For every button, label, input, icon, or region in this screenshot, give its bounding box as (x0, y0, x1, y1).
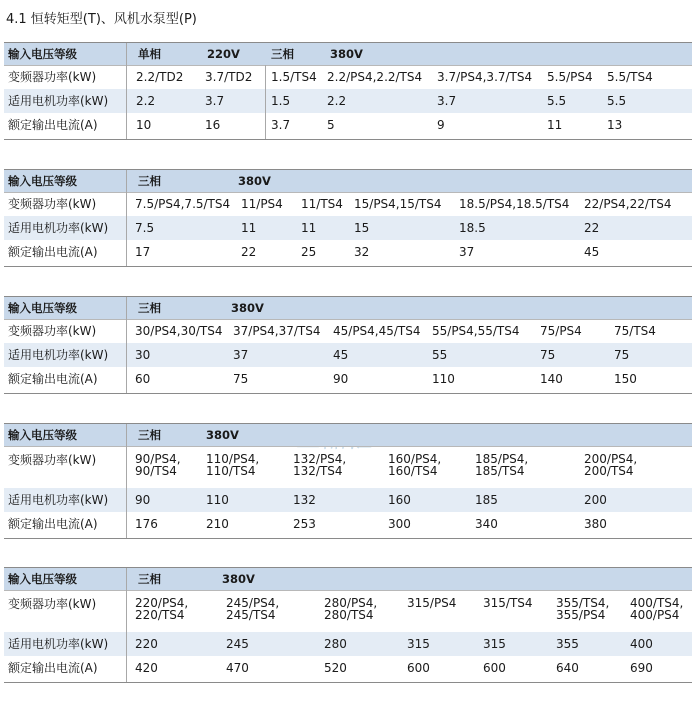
table-cell: 2.2 (136, 94, 156, 108)
table-cell: 5.5/TS4 (607, 70, 653, 84)
table-cell: 315 (483, 637, 506, 651)
row-label: 变频器功率(kW) (8, 324, 97, 338)
current-row (4, 656, 692, 681)
table-cell: 132/PS4, 132/TS4 (293, 452, 347, 478)
table-cell: 160 (388, 493, 411, 507)
table-cell: 280 (324, 637, 347, 651)
table-cell: 55 (432, 348, 448, 362)
phase-label: 三相 (138, 174, 161, 188)
table-cell: 690 (630, 661, 653, 675)
column-divider (126, 170, 127, 266)
phase-label: 三相 (271, 47, 294, 61)
table-cell: 280/PS4, 280/TS4 (324, 596, 378, 622)
table-header-row (4, 43, 692, 65)
table-cell: 30/PS4,30/TS4 (135, 324, 223, 338)
table-cell: 640 (556, 661, 579, 675)
row-label: 变频器功率(kW) (8, 453, 97, 467)
voltage-label: 输入电压等级 (8, 301, 77, 315)
table-cell: 22 (241, 245, 257, 259)
voltage-label: 输入电压等级 (8, 47, 77, 61)
table-cell: 55/PS4,55/TS4 (432, 324, 520, 338)
table-cell: 150 (614, 372, 637, 386)
spec-table-4 (4, 423, 692, 539)
table-cell: 355 (556, 637, 579, 651)
voltage-value: 380V (330, 47, 363, 61)
voltage-label: 输入电压等级 (8, 174, 77, 188)
table-cell: 200/PS4, 200/TS4 (584, 452, 638, 478)
table-cell: 75/PS4 (540, 324, 582, 338)
table-cell: 75 (614, 348, 630, 362)
row-label: 额定输出电流(A) (8, 245, 98, 259)
row-label: 额定输出电流(A) (8, 118, 98, 132)
table-cell: 30 (135, 348, 151, 362)
table-cell: 600 (483, 661, 506, 675)
inverter-power-row (4, 65, 692, 89)
table-cell: 45 (584, 245, 600, 259)
table-header-row (4, 170, 692, 192)
table-cell: 10 (136, 118, 152, 132)
table-cell: 15/PS4,15/TS4 (354, 197, 442, 211)
table-cell: 400/TS4, 400/PS4 (630, 596, 684, 622)
table-cell: 3.7/PS4,3.7/TS4 (437, 70, 533, 84)
table-cell: 300 (388, 517, 411, 531)
table-cell: 90 (135, 493, 151, 507)
row-label: 额定输出电流(A) (8, 517, 98, 531)
table-cell: 7.5/PS4,7.5/TS4 (135, 197, 231, 211)
table-cell: 400 (630, 637, 653, 651)
voltage-value: 220V (207, 47, 240, 61)
table-cell: 1.5 (271, 94, 291, 108)
spec-table-1 (4, 42, 692, 140)
table-cell: 45 (333, 348, 349, 362)
table-cell: 160/PS4, 160/TS4 (388, 452, 442, 478)
table-header-row (4, 568, 692, 590)
table-cell: 2.2/PS4,2.2/TS4 (327, 70, 423, 84)
row-label: 额定输出电流(A) (8, 661, 98, 675)
table-cell: 3.7/TD2 (205, 70, 253, 84)
table-cell: 37/PS4,37/TS4 (233, 324, 321, 338)
spec-table-3 (4, 296, 692, 394)
table-cell: 5.5 (607, 94, 627, 108)
phase-label: 三相 (138, 301, 161, 315)
table-cell: 25 (301, 245, 317, 259)
page-title: 4.1 恒转矩型(T)、风机水泵型(P) (6, 12, 197, 27)
table-cell: 3.7 (437, 94, 457, 108)
row-label: 适用电机功率(kW) (8, 94, 109, 108)
table-cell: 9 (437, 118, 445, 132)
phase-label: 三相 (138, 428, 161, 442)
table-cell: 220 (135, 637, 158, 651)
inverter-power-row (4, 319, 692, 343)
row-label: 适用电机功率(kW) (8, 637, 109, 651)
table-cell: 1.5/TS4 (271, 70, 317, 84)
table-cell: 16 (205, 118, 221, 132)
motor-power-row (4, 488, 692, 512)
motor-power-row (4, 89, 692, 113)
table-cell: 355/TS4, 355/PS4 (556, 596, 610, 622)
table-cell: 37 (233, 348, 249, 362)
current-row (4, 512, 692, 537)
table-cell: 110 (206, 493, 229, 507)
table-cell: 140 (540, 372, 563, 386)
table-cell: 520 (324, 661, 347, 675)
row-label: 变频器功率(kW) (8, 597, 97, 611)
table-cell: 18.5 (459, 221, 486, 235)
voltage-value: 380V (206, 428, 239, 442)
voltage-value: 380V (238, 174, 271, 188)
table-cell: 11 (241, 221, 257, 235)
table-cell: 132 (293, 493, 316, 507)
motor-power-row (4, 343, 692, 367)
table-header-row (4, 424, 692, 446)
table-header-row (4, 297, 692, 319)
table-cell: 45/PS4,45/TS4 (333, 324, 421, 338)
table-cell: 11/PS4 (241, 197, 283, 211)
table-cell: 245 (226, 637, 249, 651)
table-cell: 60 (135, 372, 151, 386)
table-cell: 253 (293, 517, 316, 531)
row-label: 额定输出电流(A) (8, 372, 98, 386)
inverter-power-row (4, 192, 692, 216)
column-divider (126, 568, 127, 682)
table-cell: 315 (407, 637, 430, 651)
table-cell: 18.5/PS4,18.5/TS4 (459, 197, 570, 211)
table-cell: 75 (233, 372, 249, 386)
phase-label: 单相 (138, 47, 161, 61)
voltage-value: 380V (222, 572, 255, 586)
row-label: 适用电机功率(kW) (8, 493, 109, 507)
inverter-power-row (4, 590, 692, 632)
row-label: 适用电机功率(kW) (8, 348, 109, 362)
row-label: 变频器功率(kW) (8, 197, 97, 211)
table-cell: 3.7 (205, 94, 225, 108)
table-cell: 340 (475, 517, 498, 531)
table-cell: 176 (135, 517, 158, 531)
row-label: 变频器功率(kW) (8, 70, 97, 84)
table-cell: 11/TS4 (301, 197, 343, 211)
table-cell: 420 (135, 661, 158, 675)
table-cell: 380 (584, 517, 607, 531)
table-cell: 22/PS4,22/TS4 (584, 197, 672, 211)
table-cell: 2.2/TD2 (136, 70, 184, 84)
voltage-label: 输入电压等级 (8, 428, 77, 442)
table-cell: 90 (333, 372, 349, 386)
table-cell: 220/PS4, 220/TS4 (135, 596, 189, 622)
inverter-power-row (4, 446, 692, 488)
spec-table-5 (4, 567, 692, 683)
table-cell: 15 (354, 221, 370, 235)
table-cell: 200 (584, 493, 607, 507)
current-row (4, 240, 692, 265)
column-divider (265, 65, 266, 139)
current-row (4, 367, 692, 392)
phase-label: 三相 (138, 572, 161, 586)
table-cell: 245/PS4, 245/TS4 (226, 596, 280, 622)
row-label: 适用电机功率(kW) (8, 221, 109, 235)
table-cell: 37 (459, 245, 475, 259)
table-cell: 17 (135, 245, 151, 259)
column-divider (126, 424, 127, 538)
table-cell: 5.5 (547, 94, 567, 108)
table-cell: 11 (547, 118, 563, 132)
voltage-label: 输入电压等级 (8, 572, 77, 586)
table-cell: 470 (226, 661, 249, 675)
motor-power-row (4, 632, 692, 656)
table-cell: 210 (206, 517, 229, 531)
table-cell: 32 (354, 245, 370, 259)
current-row (4, 113, 692, 138)
column-divider (126, 297, 127, 393)
table-cell: 110/PS4, 110/TS4 (206, 452, 260, 478)
spec-table-2 (4, 169, 692, 267)
table-cell: 2.2 (327, 94, 347, 108)
table-cell: 5.5/PS4 (547, 70, 593, 84)
table-cell: 22 (584, 221, 600, 235)
table-cell: 13 (607, 118, 623, 132)
table-cell: 315/PS4 (407, 596, 457, 610)
table-cell: 11 (301, 221, 317, 235)
table-cell: 3.7 (271, 118, 291, 132)
table-cell: 75 (540, 348, 556, 362)
table-cell: 185 (475, 493, 498, 507)
table-cell: 315/TS4 (483, 596, 533, 610)
table-cell: 110 (432, 372, 455, 386)
table-cell: 185/PS4, 185/TS4 (475, 452, 529, 478)
table-cell: 75/TS4 (614, 324, 656, 338)
table-cell: 90/PS4, 90/TS4 (135, 452, 181, 478)
motor-power-row (4, 216, 692, 240)
table-cell: 5 (327, 118, 335, 132)
table-cell: 600 (407, 661, 430, 675)
column-divider (126, 43, 127, 139)
voltage-value: 380V (231, 301, 264, 315)
table-cell: 7.5 (135, 221, 155, 235)
